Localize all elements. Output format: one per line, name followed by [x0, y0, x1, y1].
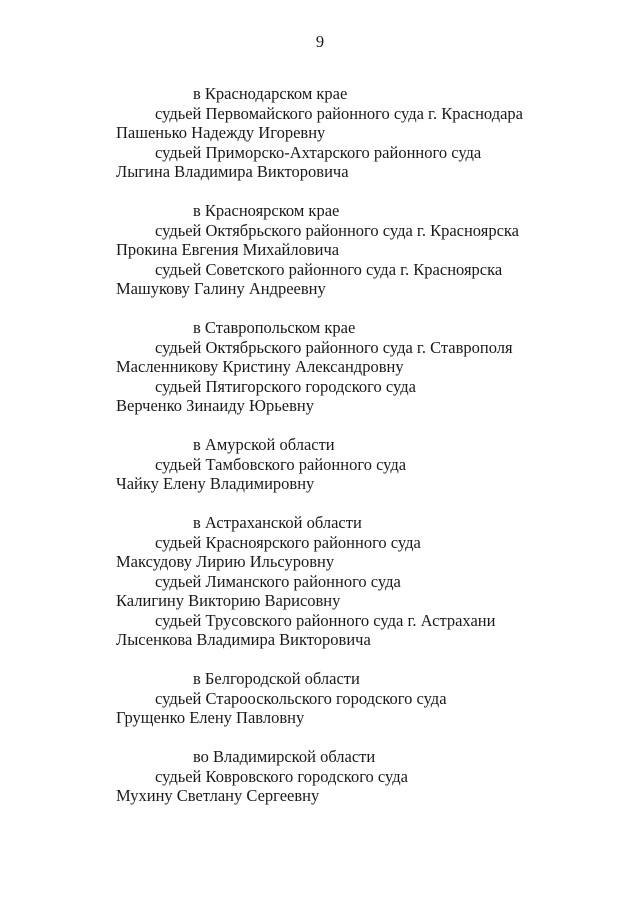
region-heading: в Краснодарском крае	[193, 84, 348, 103]
court-line: судьей Первомайского районного суда г. Краснодара	[155, 103, 523, 123]
page-number: 9	[315, 32, 325, 51]
region-section	[0, 318, 640, 416]
court-line: судьей Лиманского районного суда	[155, 571, 401, 591]
judge-name: Калигину Викторию Варисовну	[116, 591, 341, 610]
court-line: судьей Октябрьского районного суда г. Красноярска	[155, 220, 519, 240]
court-line: судьей Красноярского районного суда	[155, 532, 421, 552]
judge-name: Прокина Евгения Михайловича	[116, 240, 340, 259]
judge-name: Чайку Елену Владимировну	[116, 474, 315, 493]
region-heading: в Красноярском крае	[193, 201, 340, 220]
appointments-list	[0, 84, 640, 825]
region-heading: в Амурской области	[193, 435, 335, 454]
region-section	[0, 513, 640, 650]
region-section	[0, 435, 640, 494]
judge-name: Пашенько Надежду Игоревну	[116, 123, 326, 142]
judge-name: Машукову Галину Андреевну	[116, 279, 326, 298]
region-heading: в Астраханской области	[193, 513, 362, 532]
judge-name: Мухину Светлану Сергеевну	[116, 786, 320, 805]
court-line: судьей Тамбовского районного суда	[155, 454, 407, 474]
region-heading: во Владимирской области	[193, 747, 376, 766]
region-section	[0, 201, 640, 299]
court-line: судьей Трусовского районного суда г. Астрахани	[155, 610, 496, 630]
region-heading: в Белгородской области	[193, 669, 360, 688]
judge-name: Лыгина Владимира Викторовича	[116, 162, 349, 181]
judge-name: Грущенко Елену Павловну	[116, 708, 305, 727]
judge-name: Лысенкова Владимира Викторовича	[116, 630, 371, 649]
court-line: судьей Пятигорского городского суда	[155, 376, 416, 396]
region-heading: в Ставропольском крае	[193, 318, 356, 337]
court-line: судьей Приморско-Ахтарского районного суда	[155, 142, 482, 162]
judge-name: Максудову Лирию Ильсуровну	[116, 552, 335, 571]
court-line: судьей Октябрьского районного суда г. Ставрополя	[155, 337, 513, 357]
region-section	[0, 84, 640, 182]
court-line: судьей Ковровского городского суда	[155, 766, 408, 786]
region-section	[0, 669, 640, 728]
region-section	[0, 747, 640, 806]
judge-name: Масленникову Кристину Александровну	[116, 357, 404, 376]
judge-name: Верченко Зинаиду Юрьевну	[116, 396, 314, 415]
court-line: судьей Советского районного суда г. Красноярска	[155, 259, 503, 279]
court-line: судьей Старооскольского городского суда	[155, 688, 447, 708]
